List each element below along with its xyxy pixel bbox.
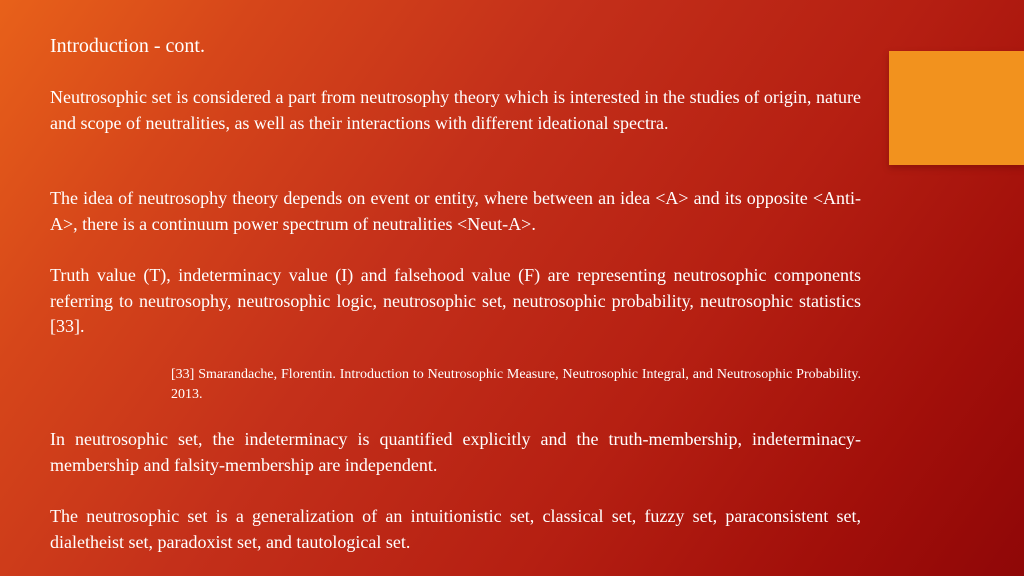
reference-citation: [33] Smarandache, Florentin. Introduction to Neutrosophic Measure, Neutrosophic Integral, and Neutrosophic Probability. 2013. — [171, 367, 861, 402]
paragraph-generalization: The neutrosophic set is a generalization of an intuitionistic set, classical set, fuzzy set, paraconsistent set, dialetheist set, paradoxist set, and tautological set. — [50, 506, 861, 552]
paragraph-indeterminacy: In neutrosophic set, the indeterminacy is quantified explicitly and the truth-membership, indeterminacy-membership and falsity-membership are independent. — [50, 429, 861, 475]
slide-title: Introduction - cont. — [50, 35, 205, 57]
paragraph-neutrosophic-set: Neutrosophic set is considered a part from neutrosophy theory which is interested in the studies of origin, nature and scope of neutralities, as well as their interactions with different ideational spectra. — [50, 87, 861, 133]
accent-box — [889, 51, 1024, 165]
paragraph-neutrosophy-theory: The idea of neutrosophy theory depends on event or entity, where between an idea <A> and its opposite <Anti-A>, there is a continuum power spectrum of neutralities <Neut-A>. — [50, 188, 861, 234]
paragraph-truth-values: Truth value (T), indeterminacy value (I) and falsehood value (F) are representing neutrosophic components referring to neutrosophy, neutrosophic logic, neutrosophic set, neutrosophic probability, neutrosophic statistics [33]. — [50, 265, 861, 336]
